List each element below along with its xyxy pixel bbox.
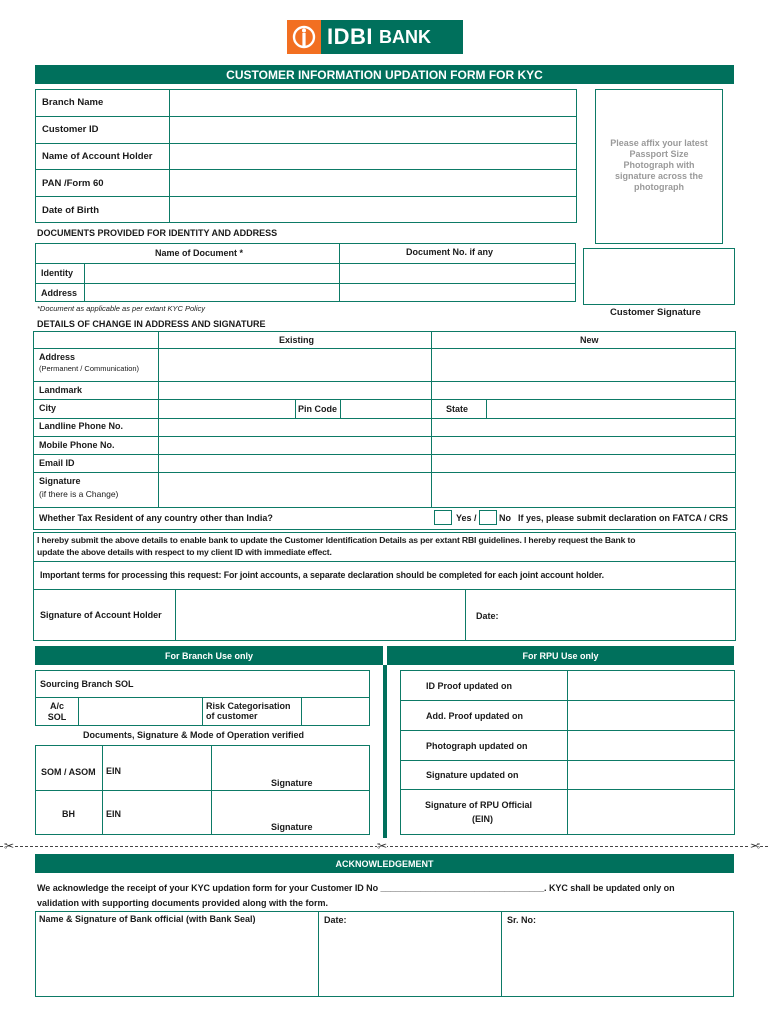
bh-signature-field[interactable] (212, 791, 369, 820)
add-proof-updated-label: Add. Proof updated on (426, 711, 523, 721)
id-proof-updated-field[interactable] (568, 671, 734, 700)
rpu-official-field[interactable] (568, 790, 734, 834)
customer-signature-box[interactable] (583, 248, 735, 305)
ack-date-label: Date: (324, 915, 347, 925)
city-label: City (39, 403, 57, 413)
acknowledgement-title: ACKNOWLEDGEMENT (35, 854, 734, 873)
risk-category-label: Risk Categorisation of customer (206, 701, 291, 721)
declaration-date-label: Date: (476, 611, 499, 621)
vertical-divider (383, 665, 387, 838)
identity-doc-no-field[interactable] (340, 264, 575, 283)
existing-landmark-field[interactable] (159, 382, 431, 399)
bh-label: BH (62, 809, 75, 819)
tax-yes-label: Yes / (456, 513, 477, 523)
branch-use-title: For Branch Use only (35, 646, 383, 665)
landline-label: Landline Phone No. (39, 421, 124, 431)
ack-date-field[interactable] (319, 928, 501, 996)
sourcing-branch-label: Sourcing Branch SOL (40, 679, 134, 689)
existing-address-field[interactable] (159, 349, 431, 381)
address-label: Address (39, 352, 76, 362)
add-proof-updated-field[interactable] (568, 701, 734, 730)
new-header: New (580, 335, 599, 345)
signature-updated-field[interactable] (568, 761, 734, 789)
som-ein-label: EIN (106, 766, 122, 776)
account-holder-signature-field[interactable] (176, 590, 465, 640)
address-doc-name-field[interactable] (85, 284, 339, 302)
address-doc-no-field[interactable] (340, 284, 575, 302)
joint-account-terms: Important terms for processing this request: For joint accounts, a separate declaration should be completed for each joint account holder. (40, 570, 604, 580)
tax-no-checkbox[interactable] (479, 510, 497, 525)
bank-official-field[interactable] (36, 928, 318, 996)
state-label: State (446, 404, 469, 414)
customer-id-field[interactable] (170, 117, 576, 143)
idbi-emblem-icon (287, 20, 321, 54)
tax-resident-question: Whether Tax Resident of any country other than India? (39, 513, 273, 523)
account-holder-name-field[interactable] (170, 144, 576, 169)
rpu-official-ein-label: (EIN) (472, 814, 493, 824)
signature-change-sublabel: (if there is a Change) (39, 489, 119, 499)
declaration-line-1: I hereby submit the above details to enable bank to update the Customer Identification Details as per extant RBI guidelines. I hereby request the Bank to (37, 535, 636, 545)
dob-field[interactable] (170, 197, 576, 222)
logo-text-idbi: IDBI (327, 24, 373, 49)
address-sublabel: (Permanent / Communication) (39, 364, 140, 373)
pan-label: PAN /Form 60 (42, 178, 104, 189)
som-ein-field[interactable] (130, 746, 211, 790)
new-signature-field[interactable] (432, 473, 735, 507)
branch-name-field[interactable] (170, 90, 576, 116)
new-landmark-field[interactable] (432, 382, 735, 399)
documents-verified-label: Documents, Signature & Mode of Operation verified (83, 730, 305, 740)
documents-heading: DOCUMENTS PROVIDED FOR IDENTITY AND ADDRESS (37, 228, 278, 238)
scissors-icon: ✂ (4, 839, 15, 853)
existing-mobile-field[interactable] (159, 437, 431, 454)
account-holder-signature-label: Signature of Account Holder (40, 610, 162, 620)
identity-label: Identity (41, 268, 74, 278)
declaration-date-field[interactable] (510, 590, 735, 640)
ac-sol-field[interactable] (79, 698, 202, 725)
existing-header: Existing (279, 335, 315, 345)
bh-signature-label: Signature (271, 822, 313, 832)
id-proof-updated-label: ID Proof updated on (426, 681, 512, 691)
dob-label: Date of Birth (42, 205, 99, 216)
new-landline-field[interactable] (432, 419, 735, 436)
scissors-icon: ✂ (377, 839, 388, 853)
change-heading: DETAILS OF CHANGE IN ADDRESS AND SIGNATURE (37, 319, 266, 329)
logo-text-bank: BANK (379, 26, 431, 47)
doc-name-header: Name of Document * (155, 248, 244, 258)
som-signature-field[interactable] (212, 746, 369, 776)
acknowledgement-text-2: validation with supporting documents provided along with the form. (37, 898, 329, 908)
photo-updated-label: Photograph updated on (426, 741, 528, 751)
documents-footnote: *Document as applicable as per extant KYC Policy (37, 304, 206, 313)
photo-updated-field[interactable] (568, 731, 734, 760)
tax-no-label: No (499, 513, 511, 523)
acknowledgement-text-1: We acknowledge the receipt of your KYC updation form for your Customer ID No _________________________________. KYC shall be updated only on (37, 883, 675, 893)
fatca-note: If yes, please submit declaration on FATCA / CRS (518, 513, 729, 523)
bank-logo (287, 20, 463, 54)
mobile-label: Mobile Phone No. (39, 440, 115, 450)
rpu-use-title: For RPU Use only (387, 646, 734, 665)
ac-sol-label: A/c SOL (47, 701, 67, 722)
account-holder-name-label: Name of Account Holder (42, 151, 153, 162)
sr-no-label: Sr. No: (507, 915, 537, 925)
city-field[interactable] (159, 400, 295, 418)
identity-doc-name-field[interactable] (85, 264, 339, 283)
tax-yes-checkbox[interactable] (434, 510, 452, 525)
customer-signature-label: Customer Signature (610, 307, 701, 318)
doc-no-header: Document No. if any (406, 247, 494, 257)
address-doc-label: Address (41, 288, 78, 298)
som-signature-label: Signature (271, 778, 313, 788)
new-mobile-field[interactable] (432, 437, 735, 454)
bh-ein-field[interactable] (130, 791, 211, 834)
bh-ein-label: EIN (106, 809, 122, 819)
existing-landline-field[interactable] (159, 419, 431, 436)
declaration-line-2: update the above details with respect to my client ID with immediate effect. (37, 547, 332, 557)
existing-signature-field[interactable] (159, 473, 431, 507)
scissors-icon: ✂ (750, 839, 761, 853)
pan-field[interactable] (170, 170, 576, 196)
pincode-field[interactable] (341, 400, 431, 418)
signature-updated-label: Signature updated on (426, 770, 519, 780)
photo-instruction: Please affix your latest Passport Size Photograph with signature across the photograph (610, 138, 708, 192)
email-label: Email ID (39, 458, 75, 468)
sourcing-branch-field[interactable] (170, 671, 369, 697)
signature-change-label: Signature (39, 476, 81, 486)
new-address-field[interactable] (432, 349, 735, 381)
risk-category-field[interactable] (302, 698, 369, 725)
landmark-label: Landmark (39, 385, 83, 395)
rpu-official-label: Signature of RPU Official (425, 800, 533, 810)
branch-name-label: Branch Name (42, 97, 104, 108)
new-email-field[interactable] (432, 455, 735, 472)
bank-official-label: Name & Signature of Bank official (with Bank Seal) (39, 914, 256, 924)
form-title: CUSTOMER INFORMATION UPDATION FORM FOR KYC (35, 65, 734, 84)
sr-no-field[interactable] (502, 928, 733, 996)
pincode-label: Pin Code (298, 404, 338, 414)
state-field[interactable] (487, 400, 735, 418)
existing-email-field[interactable] (159, 455, 431, 472)
customer-id-label: Customer ID (42, 124, 99, 135)
som-asom-label: SOM / ASOM (41, 767, 96, 777)
